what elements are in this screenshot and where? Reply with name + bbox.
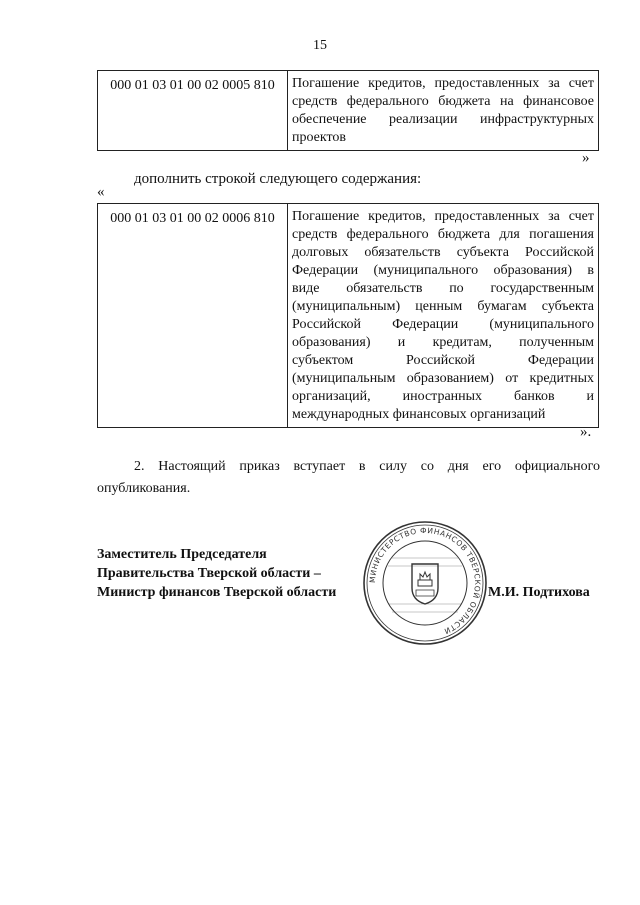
description-line: международных финансовых организаций — [292, 407, 546, 422]
budget-code-cell: 000 01 03 01 00 02 0005 810 — [98, 71, 288, 151]
signatory-title-line-1: Заместитель Председателя — [97, 547, 267, 562]
paragraph-2-line-2: опубликования. — [97, 481, 191, 496]
table-row — [98, 71, 599, 151]
description-line: Погашение кредитов, предоставленных за счет — [292, 76, 594, 91]
description-line: средств федерального бюджета для погашения — [292, 227, 594, 242]
description-line: Российской Федерации (муниципального — [292, 317, 594, 332]
seal-graphic — [362, 520, 488, 646]
signatory-title-line-3: Министр финансов Тверской области — [97, 585, 337, 600]
description-line: Погашение кредитов, предоставленных за счет — [292, 209, 594, 224]
budget-code-cell: 000 01 03 01 00 02 0006 810 — [98, 204, 288, 428]
budget-description-cell — [288, 71, 599, 151]
description-line: (муниципальным) ценным бумагам субъекта — [292, 299, 594, 314]
description-line: обеспечение реализации инфраструктурных — [292, 112, 594, 127]
description-line: субъектом Российской Федерации — [292, 353, 594, 368]
closing-quote-period: ». — [580, 424, 592, 440]
description-line: образования) и кредитам, полученным — [292, 335, 594, 350]
description-line: долговых обязательств субъекта Российской — [292, 245, 594, 260]
signatory-title-line-2: Правительства Тверской области – — [97, 566, 321, 581]
description-line: (муниципальным образованием) от кредитных — [292, 371, 594, 386]
description-line: Федерации (муниципального образования) в — [292, 263, 594, 278]
signatory-name: М.И. Подтихова — [488, 585, 590, 600]
table-row — [98, 204, 599, 428]
description-line: виде обязательств по государственным — [292, 281, 594, 296]
coat-of-arms-icon — [412, 564, 438, 604]
closing-quote: » — [582, 150, 590, 166]
description-line: проектов — [292, 130, 347, 145]
budget-description-cell — [288, 204, 599, 428]
budget-code-table-1 — [97, 70, 599, 151]
seal-ring-text: МИНИСТЕРСТВО ФИНАНСОВ ТВЕРСКОЙ ОБЛАСТИ — [367, 525, 483, 636]
opening-quote: « — [97, 184, 105, 200]
svg-text:МИНИСТЕРСТВО ФИНАНСОВ ТВЕРСКОЙ — [368, 526, 482, 636]
instruction-text: дополнить строкой следующего содержания: — [134, 171, 422, 187]
paragraph-2-line-1: 2. Настоящий приказ вступает в силу со дня его официального — [134, 459, 600, 474]
description-line: организаций, иностранных банков и — [292, 389, 594, 404]
page-number: 15 — [313, 38, 327, 53]
budget-code-table-2 — [97, 203, 599, 428]
description-line: средств федерального бюджета на финансовое — [292, 94, 594, 109]
official-seal — [362, 520, 488, 646]
